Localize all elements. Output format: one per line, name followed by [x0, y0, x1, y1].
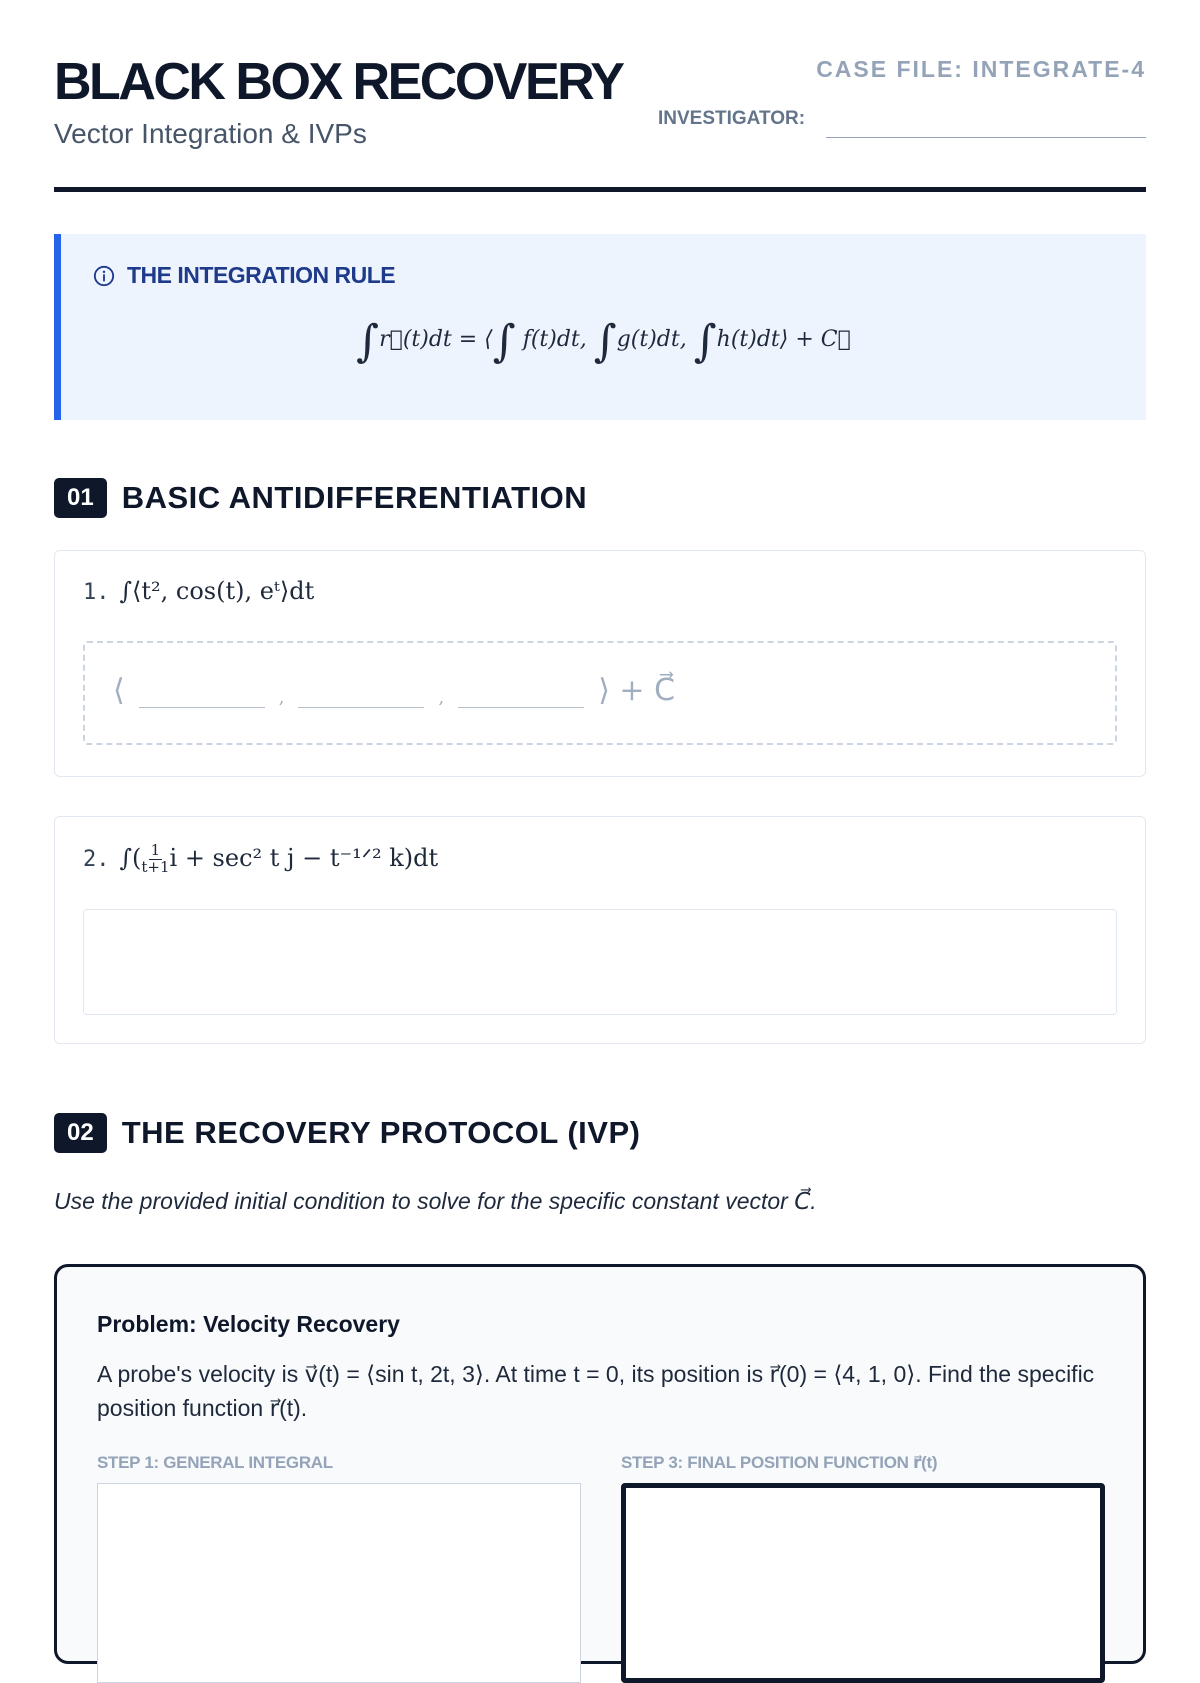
- answer-blank-y[interactable]: [298, 675, 424, 708]
- integration-rule-callout: [54, 234, 1146, 420]
- problem-card-2: [54, 816, 1146, 1044]
- problem-text: A probe's velocity is v⃗(t) = ⟨sin t, 2t, 3⟩. At time t = 0, its position is r⃗(0) = ⟨4, 1, 0⟩. Find the specific position function r⃗(t).: [97, 1361, 1095, 1421]
- velocity-recovery-problem: [54, 1264, 1146, 1664]
- answer-open-bracket: ⟨: [113, 673, 125, 708]
- section-instructions: Use the provided initial condition to solve for the specific constant vector C⃗.: [54, 1188, 817, 1214]
- answer-blank-x[interactable]: [139, 675, 265, 708]
- formula-h: h(t)dt⟩ + C⃗: [716, 327, 851, 352]
- integration-rule-formula: ∫r⃗(t)dt = ⟨∫ f(t)dt, ∫g(t)dt, ∫h(t)dt⟩ + C⃗: [356, 316, 851, 367]
- section-title: THE RECOVERY PROTOCOL (IVP): [121, 1115, 641, 1150]
- problem-2-integral: [120, 843, 439, 876]
- investigator-label: INVESTIGATOR:: [658, 108, 806, 129]
- section-badge: 02: [54, 1113, 107, 1153]
- answer-blank-z[interactable]: [458, 675, 584, 708]
- problem-1-integral: ∫⟨t², cos(t), eᵗ⟩dt: [119, 577, 315, 605]
- problem-number: 1.: [83, 580, 110, 605]
- case-file-label: CASE FILE: INTEGRATE-4: [816, 56, 1146, 82]
- fraction-numerator: 1: [150, 841, 161, 859]
- problem-2-answer-box[interactable]: [83, 909, 1117, 1015]
- problem-card-1: [54, 550, 1146, 777]
- fraction-denominator: t+1: [141, 857, 170, 876]
- rule-heading: [93, 262, 395, 289]
- answer-separator: ,: [438, 687, 445, 708]
- answer-template: [113, 673, 675, 708]
- rule-label: THE INTEGRATION RULE: [127, 262, 396, 288]
- step-1-label: STEP 1: GENERAL INTEGRAL: [97, 1453, 333, 1472]
- section-title: BASIC ANTIDIFFERENTIATION: [121, 480, 588, 515]
- page-subtitle: Vector Integration & IVPs: [54, 118, 367, 149]
- investigator-name-field[interactable]: [826, 137, 1146, 138]
- problem-1-answer-area: [83, 641, 1117, 745]
- fraction: [141, 843, 169, 876]
- answer-close-bracket: ⟩ + C⃗: [598, 673, 676, 708]
- answer-separator: ,: [278, 687, 285, 708]
- formula-f: f(t)dt,: [522, 327, 587, 352]
- integral-rest: i + sec² t j − t⁻¹ᐟ² k)dt: [169, 843, 439, 872]
- step-3-answer-box[interactable]: [621, 1483, 1105, 1683]
- problem-number: 2.: [83, 846, 110, 872]
- formula-g: g(t)dt,: [616, 327, 687, 352]
- step-3-label: STEP 3: FINAL POSITION FUNCTION r⃗(t): [621, 1453, 938, 1472]
- section-01-heading: [54, 478, 587, 518]
- section-02-heading: [54, 1113, 640, 1153]
- step-1-answer-box[interactable]: [97, 1483, 581, 1683]
- formula-left: r⃗(t)dt = ⟨: [379, 327, 493, 352]
- problem-2-statement: [83, 843, 438, 876]
- problem-title: Problem: Velocity Recovery: [97, 1311, 400, 1337]
- info-icon: [93, 265, 115, 287]
- section-badge: 01: [54, 478, 107, 518]
- header-divider: [54, 187, 1146, 192]
- problem-1-statement: [83, 577, 314, 605]
- integral-prefix: ∫(: [119, 843, 142, 872]
- page-title: BLACK BOX RECOVERY: [54, 53, 623, 111]
